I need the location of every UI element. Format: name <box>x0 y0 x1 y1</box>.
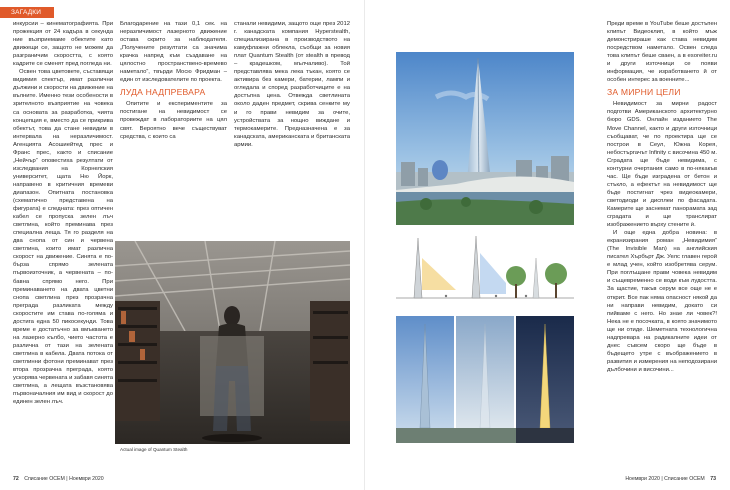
invisibility-diagram <box>396 228 574 312</box>
section-tag: ЗАГАДКИ <box>0 7 54 18</box>
article-paragraph: Опитите и експериментите за постигане на невидимост се провеждат в лабораториите на цял свят. Вероятно вече съществуват средства, с които са <box>120 101 227 140</box>
page-number: 73 <box>710 476 716 482</box>
magazine-name: Списание ОСЕМ <box>664 476 705 482</box>
photo-caption: Actual image of Quantum Stealth <box>120 447 188 452</box>
article-column-2 <box>120 20 227 230</box>
article-paragraph: Преди време в YouTube беше достъпен клипът Видеоклип, в който мъж демонстрираше как става невидим посредством наметало. Освен следа това клипът беше сваен, а в esoreiter.ru и други източници се появи информация, че изработването й от особен интерес за военните... <box>607 21 717 84</box>
subheading: ЛУДА НАДПРЕВАРА <box>120 87 206 98</box>
page-number: 72 <box>13 476 19 482</box>
footer-left: 72 Списание ОСЕМ | Ноември 2020 <box>13 476 104 482</box>
magazine-name: Списание ОСЕМ <box>24 476 65 482</box>
subheading: ЗА МИРНИ ЦЕЛИ <box>607 87 681 98</box>
article-paragraph: И още една добра новина: в екранизирания роман „Невидимия“ (The Invisible Man) на английския писател Хърбърт Дж. Уелс главен герой е млад учен, който изобретява серум. При поглъщане прави човека невидим и същевременно се води към лудостта. За щастие, такъв серум все още не е открит. Все пак няма опасност някой да ни направи невидим, докато си пийваме с него. Но знае ли човек?! Нека не е посочката, в която значимото ще ни отиде. Шеметната технологична надпревара на радикалните идеи от днес съвсем скоро ще бъде в бъдещето утре с въображението в развития и измерения на неподозирани дълбочини и височини... <box>607 230 717 373</box>
tower-day-night-views <box>396 316 574 443</box>
article-paragraph: станали невидими, защото още през 2012 г. канадската компания Hyperstealth, специализирана в производството на камуфлажни облекла, съобщи за новия плат Quantum Stealth (от stealth в превод – крадешком, мълчаливо). Той представлява мека лека тъкан, която се активира без камери, батерии, лампи и огледала и според разработчиците е на достъпна цена. Отвежда светлината около даден предмет, скрива сенките му и го прави невидим за очите, устройствата за нощно виждане и термокамерите. Предназначена е за канадската, американската и британската армии. <box>234 21 350 148</box>
article-paragraph: Невидимост за мирни радост подготви Американското архитектурно бюро GDS. Онлайн изданието The Move Channel, както и други източници съобщават, че по проектира ще се построи в Сеул, Южна Корея, небостъргачът Infinity с височина 450 м. Сградата ще бъде невидима, с контурни очертания само в по-някакъв час. Ще бъде изградена от бетон и стъкло, а ефектът на невидимост ще бъде постигнат чрез видеокамери, светодиоди и дисплеи по фасадата. Камерите ще заснемат панорамата зад сградата и ще транслират изображението върху стените ѝ. <box>607 101 717 229</box>
article-paragraph: Освен това цветовете, съставящи видимия спектър, имат различни дължини и скорости на движение на вълните. Именно тези особености в зрителното възприятие на човека са основата за разработка, чията концепция е, вместо да се прикрива обектът, това да стане невидим в интервала на неразличимост. Агенцията Асошиейтед прес и Франс прес, както и списание „Нейчър“ оповестиха резултати от изследвания на Корнелския университет, щата Ню Йорк, направено в критичния времеви диапазон. Опитната постановка (схематично представена на фигурата) е следната: през оптичен кабел се пропуска зелен лъч светлина, който преминава през специална леща. Тя го разделя на два снопа от син и червена светлина, които имат различна скорост на движение. Синята е по-бърза спрямо зелената първоизточник, а червената – по-бавна спрямо него. При преминаването на двата цветни снопа светлина през прозрачна преграда разликата между скоростите им става по-голяма и достига една 50 пикосекунди. Това време е достатъчно за вмъкването на лазерно кълбо, чието частота е различна от тази на зелената светлина в кабела. Двата потока от светлинни фотони преминават през втора прозрачна преграда, която ускорява червената и забавя синята светлина, а лещата възстановява първоначалния им вид и скорост до единен зелен лъч. <box>13 69 113 406</box>
article-column-3 <box>234 20 350 230</box>
issue-date: Ноември 2020 <box>625 476 660 482</box>
article-paragraph: инкурсии – кинематографията. При прожекция от 24 кадъра в секунда ние възприемаме обектите като движещи се, защото не можем да разграничим скоростта, с която кадрите се сменят пред погледа ни. <box>13 21 113 68</box>
quantum-stealth-photo <box>115 241 350 444</box>
right-article-column <box>607 20 717 460</box>
article-paragraph: Благодарение на тази 0,1 сек. на неразличимост лазерното движение остава скрито за наблюдателя. „Получените резултати са значима крачка напред към създаване на цялостно пространствено-времево наметало“, твърди Мосю Фридман – един от изследователите по проекта. <box>120 21 227 84</box>
article-column-1 <box>13 20 113 440</box>
footer-right: Ноември 2020 | Списание ОСЕМ 73 <box>625 476 716 482</box>
issue-date: Ноември 2020 <box>69 476 104 482</box>
infinity-tower-render <box>396 52 574 225</box>
